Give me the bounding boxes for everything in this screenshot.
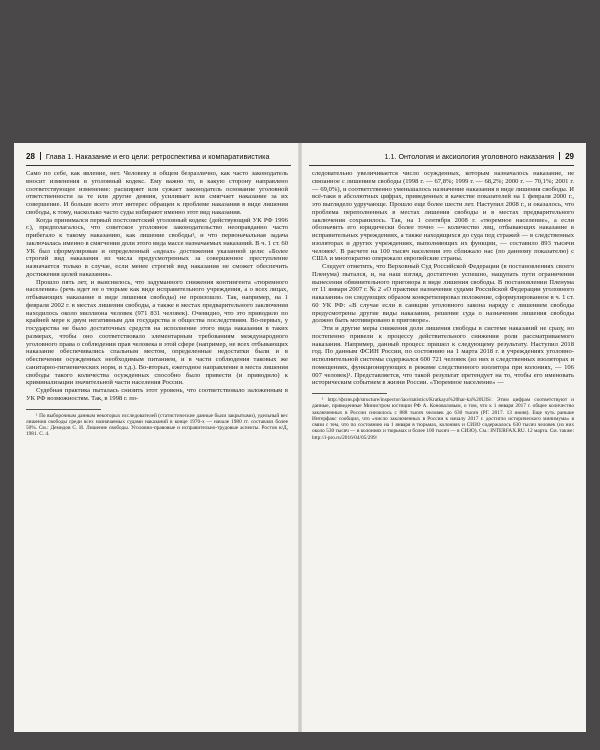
paragraph: следовательно увеличивается число осужденных, которым назначалось наказание, не связанное с лишением свободы (1998 г. — 67,8%; 1999 г. — 68,2%; 2000 г. — 70,1%; 2001 г. — 69,0%), и соответственно уменьшалось назначение наказания в виде лишения свободы. И всё-таки в абсолютных цифрах, приведенных в качестве показателей на 1 февраля 2000 г., это выглядело удручающе. Прошло еще более шести лет. Наступил 2008 г., и оказалось, что проблема переполненных в местах лишения свободы и в местах предварительного заключения сохранилось. Так, на 1 сентября 2008 г. «тюремное население», а если обозначить его юридически более точно — количество лиц, отбывающих наказание в исправительных учреждениях, а также находящихся до суда под стражей — в следственных изоляторах и других учреждениях, выполняющих их функции, — составило 893 тысячи человек¹. В расчете на 100 тысяч населения это сближало нас (по данному показателю) с США и многократно опережало европейские страны. <box>312 170 574 263</box>
paragraph: Само по себе, как явление, нет. Человеку в общем безразлично, как часто законодатель вносит изменения в уголовный кодекс. Ему важно то, в какую сторону направлено соответствующее изменение: расширяет или сужает законодатель основание уголовной ответственности за те или другие деяния, усиливает или смягчает наказание за их совершение. И больше всего этот интерес обращен к проблеме наказания в виде лишения свободы, к тому, насколько часто суды избирают именно этот вид наказания. <box>26 170 288 216</box>
running-head-divider <box>40 152 41 160</box>
header-rule-left <box>26 165 291 166</box>
footnote: ¹ http://фсин.рф/structure/inspector/iao/statistics/Kratkaya%20har-ka%20UIS/. Этим цифрам соответствуют и данные, приведенные Министром юстиции РФ А. Коноваловым, о том, что к 1 января 2017 г. общее количество заключенных в России снизилось с 888 тысяч человек до 630 тысяч (РГ. 2017. 13 июня). Еще чуть раньше Интерфакс сообщил, что «число заключенных в России к началу 2017 г. достигло исторического минимума» в связи с тем, что по состоянию на 1 января в тюрьмах, колониях и СИЗО содержалось 630 тысяч человек (из них около 530 тысяч — в колониях и тюрьмах и более 100 тысяч — в СИЗО). См.: INTERFAX.RU. 12 марта. См. также: http://i-pro.ru/2016/04/05/299/ <box>312 397 574 441</box>
running-head-right <box>309 151 574 163</box>
running-head-title-left: Глава 1. Наказание и его цели: ретроспектива и компаративистика <box>45 152 270 161</box>
header-rule-right <box>309 165 574 166</box>
footnote: ¹ По выборочным данным некоторых исследователей (статистические данные были закрытыми), удельный вес лишения свободы среди всех назначаемых судами наказаний в конце 1970-х — начале 1980 гг. составлял более 50%. См.: Демидов С. И. Лишение свободы. Уголовно-правовые и исправительно-трудовые аспекты. Ростов н/Д, 1981. С. 4. <box>26 412 288 438</box>
book-spread <box>14 143 586 732</box>
paragraph: Судебная практика пыталась снизить этот уровень, что соответствовало заложенным в УК РФ возможностям. Так, в 1998 г. по- <box>26 387 288 402</box>
footnote-separator <box>312 393 387 394</box>
page-number-right: 29 <box>565 152 574 161</box>
right-page-body <box>312 170 574 441</box>
page-number-left: 28 <box>26 152 35 161</box>
right-page <box>301 143 586 732</box>
paragraph: Эти и другие меры снижения доли лишения свободы в системе наказаний не сразу, но постепенно привели к процессу действительного снижения роли рассматриваемого наказания. Например, данный процесс пришел к следующему результату. Наступил 2018 год. По данным ФСИН России, по состоянию на 1 марта 2018 г. в учреждениях уголовно-исполнительной системы содержался 600 721 человек (из них в следственных изоляторах и помещениях, функционирующих в режиме следственного изолятора при колониях, — 106 007 человек)¹. Представляется, что такой результат претендует на то, чтобы его именовать историческим событием в жизни России. «Тюремное население» — <box>312 325 574 387</box>
footnote-separator <box>26 409 101 410</box>
running-head-title-right: 1.1. Онтология и аксиология уголовного наказания <box>384 152 555 161</box>
paragraph: Когда принимался первый постсоветский уголовный кодекс (действующий УК РФ 1996 г.), предполагалось, что советское уголовное законодательство неоправданно часто прибегало к такому наказанию, как лишение свободы¹, и что первоначальная задача заключалась именно в смягчении доли этого вида массе назначаемых наказаний. В ч. 1 ст. 60 УК был сформулирован и определенный «идеал» достижения указанной цели: «Более строгий вид наказания из числа предусмотренных за совершенное преступление назначается только в случае, если менее строгий вид наказания не сможет обеспечить достижения целей наказания». <box>26 216 288 278</box>
left-page-body <box>26 170 288 438</box>
paragraph: Прошло пять лет, и выяснилось, что задуманного снижения контингента «тюремного населения» (речь идет не о тюрьме как виде исправительного учреждения, а о всех лицах, отбывающих наказание в виде лишения свободы) не произошло. Так, например, на 1 февраля 2002 г. в местах лишения свободы, а также в местах предварительного заключения находилось около миллиона человек (971 831 человек). Очевидно, что это приводило по крайней мере к двум негативным для государства и общества последствиям. Во-первых, у государства не было достаточных средств на исполнение этого вида наказания в таких размерах, чтобы оно соответствовало элементарным требованиям международного уголовного права о соблюдении прав человека в этой сфере (например, не всех отбывающих наказание обеспечивались спальным местом, определенные недостатки были и в обеспечении осужденных необходимым питанием, и в части соблюдения таковых же санитарно-гигиенических норм, и т.д.). Во-вторых, ежегодное направление в места лишения свободы такого количества осужденных способно было привести (и приводило) к криминализации значительной части населения России. <box>26 278 288 387</box>
running-head-left <box>26 151 291 163</box>
paragraph: Следует отметить, что Верховный Суд Российской Федерации (в постановлениях своего Пленума) пытался, и, на наш взгляд, достаточно успешно, нащупать пути ограничения вынесения обвинительного приговора в виде лишения свободы. В постановлении Пленума от 11 января 2007 г. № 2 «О практике назначения судами Российской Федерации уголовного наказания» он следующих образом конкретизировал положение, сформулированное в ч. 1 ст. 60 УК РФ: «В случае если в санкции уголовного закона наряду с лишением свободы предусмотрены другие виды наказания, решение суда о назначении лишения свободы должно быть мотивировано в приговоре». <box>312 263 574 325</box>
left-page <box>14 143 299 732</box>
running-head-divider <box>559 152 560 160</box>
